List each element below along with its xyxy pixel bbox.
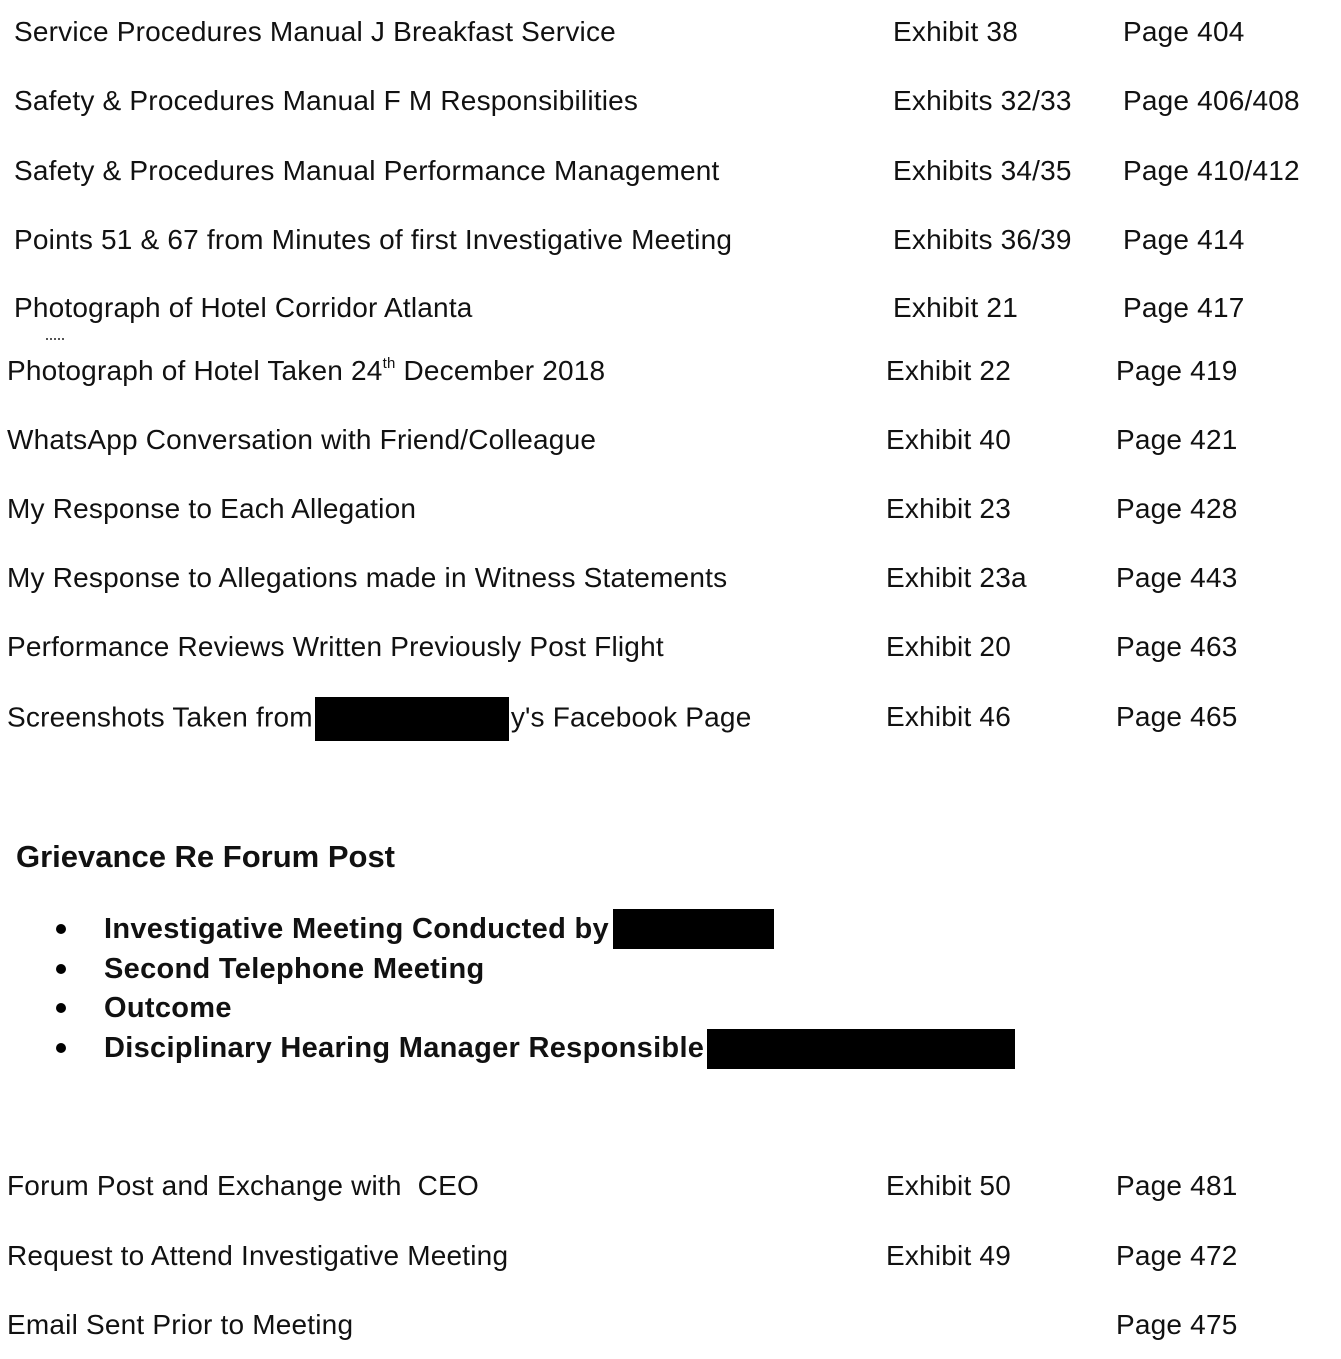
item-title — [7, 697, 751, 741]
ordinal-suffix: th — [382, 355, 396, 372]
item-title: My Response to Each Allegation — [7, 493, 417, 524]
item-page: Page 417 — [1123, 292, 1245, 323]
bullet-item — [0, 1027, 1341, 1067]
bullet-text — [104, 1027, 1015, 1069]
list-item — [0, 489, 1341, 529]
item-page: Page 481 — [1116, 1170, 1238, 1201]
item-exhibit: Exhibit 22 — [886, 355, 1011, 386]
item-title: Forum Post and Exchange with CEO — [7, 1170, 479, 1201]
item-title: Performance Reviews Written Previously Post Flight — [7, 631, 664, 662]
item-page: Page 465 — [1116, 701, 1238, 732]
item-title: WhatsApp Conversation with Friend/Colleague — [7, 424, 597, 455]
item-title-part: Photograph of Hotel Taken 24 — [7, 355, 383, 386]
list-item — [0, 351, 1341, 391]
item-exhibit: Exhibit 40 — [886, 424, 1011, 455]
item-exhibit: Exhibit 21 — [893, 292, 1018, 323]
item-exhibit: Exhibit 23a — [886, 562, 1027, 593]
list-item — [0, 288, 1341, 328]
item-title — [7, 351, 605, 391]
item-title: Service Procedures Manual J Breakfast Service — [14, 16, 616, 47]
item-page: Page 406/408 — [1123, 85, 1300, 116]
item-exhibit: Exhibits 36/39 — [893, 224, 1072, 255]
item-page: Page 404 — [1123, 16, 1245, 47]
item-exhibit: Exhibits 32/33 — [893, 85, 1072, 116]
bullet-item — [0, 908, 1341, 948]
list-item — [0, 151, 1341, 191]
list-item — [0, 420, 1341, 460]
bullet-text: Second Telephone Meeting — [104, 952, 485, 985]
list-item — [0, 1305, 1341, 1345]
bullet-icon — [56, 1043, 66, 1053]
item-title: Email Sent Prior to Meeting — [7, 1309, 354, 1340]
item-page: Page 428 — [1116, 493, 1238, 524]
bullet-label: Investigative Meeting Conducted by — [104, 913, 609, 945]
redaction-block — [613, 909, 774, 949]
bullet-icon — [56, 1003, 66, 1013]
bullet-item — [0, 948, 1341, 988]
redaction-block — [315, 697, 509, 741]
list-item — [0, 81, 1341, 121]
item-exhibit: Exhibit 46 — [886, 701, 1011, 732]
item-title-part: December 2018 — [395, 355, 606, 386]
list-item — [0, 1166, 1341, 1206]
bullet-item — [0, 987, 1341, 1027]
redaction-block — [707, 1029, 1015, 1069]
bullet-text: Outcome — [104, 992, 232, 1024]
section-heading: Grievance Re Forum Post — [16, 839, 396, 874]
bullet-list — [0, 908, 1341, 1066]
item-exhibit: Exhibit 23 — [886, 493, 1011, 524]
list-item — [0, 220, 1341, 260]
item-page: Page 410/412 — [1123, 155, 1300, 186]
item-page: Page 472 — [1116, 1240, 1238, 1271]
item-page: Page 475 — [1116, 1309, 1238, 1340]
item-title: My Response to Allegations made in Witness Statements — [7, 562, 728, 593]
bullet-icon — [56, 924, 66, 934]
list-item — [0, 697, 1341, 737]
list-item — [0, 627, 1341, 667]
item-title: Safety & Procedures Manual F M Responsibilities — [14, 85, 639, 116]
list-item — [0, 1236, 1341, 1276]
item-page: Page 421 — [1116, 424, 1238, 455]
item-title: Points 51 & 67 from Minutes of first Investigative Meeting — [14, 224, 733, 255]
bullet-icon — [56, 964, 66, 974]
item-title: Safety & Procedures Manual Performance Management — [14, 155, 720, 186]
item-exhibit: Exhibit 50 — [886, 1170, 1011, 1201]
item-title: Photograph of Hotel Corridor Atlanta — [14, 292, 473, 323]
item-page: Page 419 — [1116, 355, 1238, 386]
bullet-label: Disciplinary Hearing Manager Responsible — [104, 1031, 705, 1064]
item-page: Page 414 — [1123, 224, 1245, 255]
item-page: Page 463 — [1116, 631, 1238, 662]
item-exhibit: Exhibit 20 — [886, 631, 1011, 662]
item-title: Request to Attend Investigative Meeting — [7, 1240, 509, 1271]
list-item — [0, 558, 1341, 598]
item-exhibit: Exhibits 34/35 — [893, 155, 1072, 186]
list-item — [0, 12, 1341, 52]
bullet-text — [104, 908, 774, 950]
item-title-part: Screenshots Taken from — [7, 701, 313, 733]
item-exhibit: Exhibit 49 — [886, 1240, 1011, 1271]
scan-artifact — [46, 338, 64, 342]
item-page: Page 443 — [1116, 562, 1238, 593]
item-title-part: y's Facebook Page — [510, 701, 752, 733]
item-exhibit: Exhibit 38 — [893, 16, 1018, 47]
